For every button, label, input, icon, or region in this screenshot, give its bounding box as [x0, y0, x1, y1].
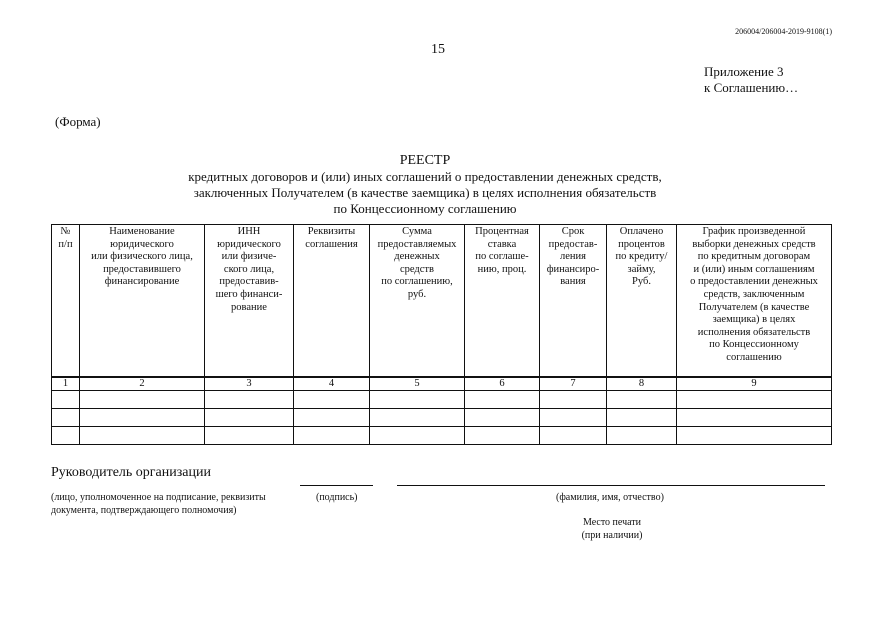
- appendix-line-1: Приложение 3: [704, 64, 784, 79]
- appendix-note: [704, 64, 798, 96]
- column-number-7: 7: [540, 377, 607, 391]
- stamp-caption-line-2: (при наличии): [581, 530, 643, 541]
- table-row: [52, 391, 832, 409]
- column-number-6: 6: [465, 377, 540, 391]
- table-header-row: [52, 225, 832, 378]
- column-header-8: Оплачено процентов по кредиту/ займу, Руб.: [607, 225, 677, 378]
- column-number-5: 5: [370, 377, 465, 391]
- column-number-4: 4: [294, 377, 370, 391]
- column-number-2: 2: [80, 377, 205, 391]
- signer-caption-line-2: документа, подтверждающего полномочия): [51, 505, 237, 516]
- column-number-9: 9: [677, 377, 832, 391]
- column-header-9: График произведенной выборки денежных средств по кредитным договорам и (или) иным соглашениям о предоставлении денежных средств, заключенным Получателем (в качестве заемщика) в целях исполнения обязательств по Концессионному соглашению: [677, 225, 832, 378]
- column-number-row: [52, 377, 832, 391]
- registry-title: [120, 153, 730, 217]
- title-line-1: кредитных договоров и (или) иных соглашений о предоставлении денежных средств,: [188, 169, 662, 184]
- title-line-2: заключенных Получателем (в качестве заемщика) в целях исполнения обязательств: [193, 185, 657, 200]
- document-id: 206004/206004-2019-9108(1): [735, 27, 832, 36]
- title-word: РЕЕСТР: [399, 153, 451, 168]
- table-row: [52, 409, 832, 427]
- column-number-1: 1: [52, 377, 80, 391]
- full-name-caption: (фамилия, имя, отчество): [556, 492, 664, 503]
- column-header-2: Наименование юридического или физического лица, предоставившего финансирование: [80, 225, 205, 378]
- column-number-3: 3: [205, 377, 294, 391]
- column-header-1: № п/п: [52, 225, 80, 378]
- title-line-3: по Концессионному соглашению: [333, 201, 517, 216]
- signature-caption: (подпись): [316, 492, 358, 503]
- column-header-3: ИНН юридического или физиче- ского лица, предоставив- шего финанси- рование: [205, 225, 294, 378]
- stamp-caption: [572, 516, 652, 542]
- signature-line: [300, 485, 373, 486]
- appendix-line-2: к Соглашению…: [704, 80, 799, 95]
- name-line: [397, 485, 825, 486]
- form-label: (Форма): [55, 114, 101, 129]
- organization-head-label: Руководитель организации: [51, 465, 211, 480]
- page-number: 15: [431, 42, 445, 57]
- column-header-4: Реквизиты соглашения: [294, 225, 370, 378]
- signer-caption: [51, 491, 291, 517]
- table-row: [52, 427, 832, 445]
- column-header-7: Срок предостав- ления финансиро- вания: [540, 225, 607, 378]
- column-header-5: Сумма предоставляемых денежных средств по соглашению, руб.: [370, 225, 465, 378]
- column-header-6: Процентная ставка по соглаше- нию, проц.: [465, 225, 540, 378]
- column-number-8: 8: [607, 377, 677, 391]
- signer-caption-line-1: (лицо, уполномоченное на подписание, реквизиты: [51, 492, 266, 503]
- stamp-caption-line-1: Место печати: [582, 517, 642, 528]
- registry-table: [51, 224, 832, 445]
